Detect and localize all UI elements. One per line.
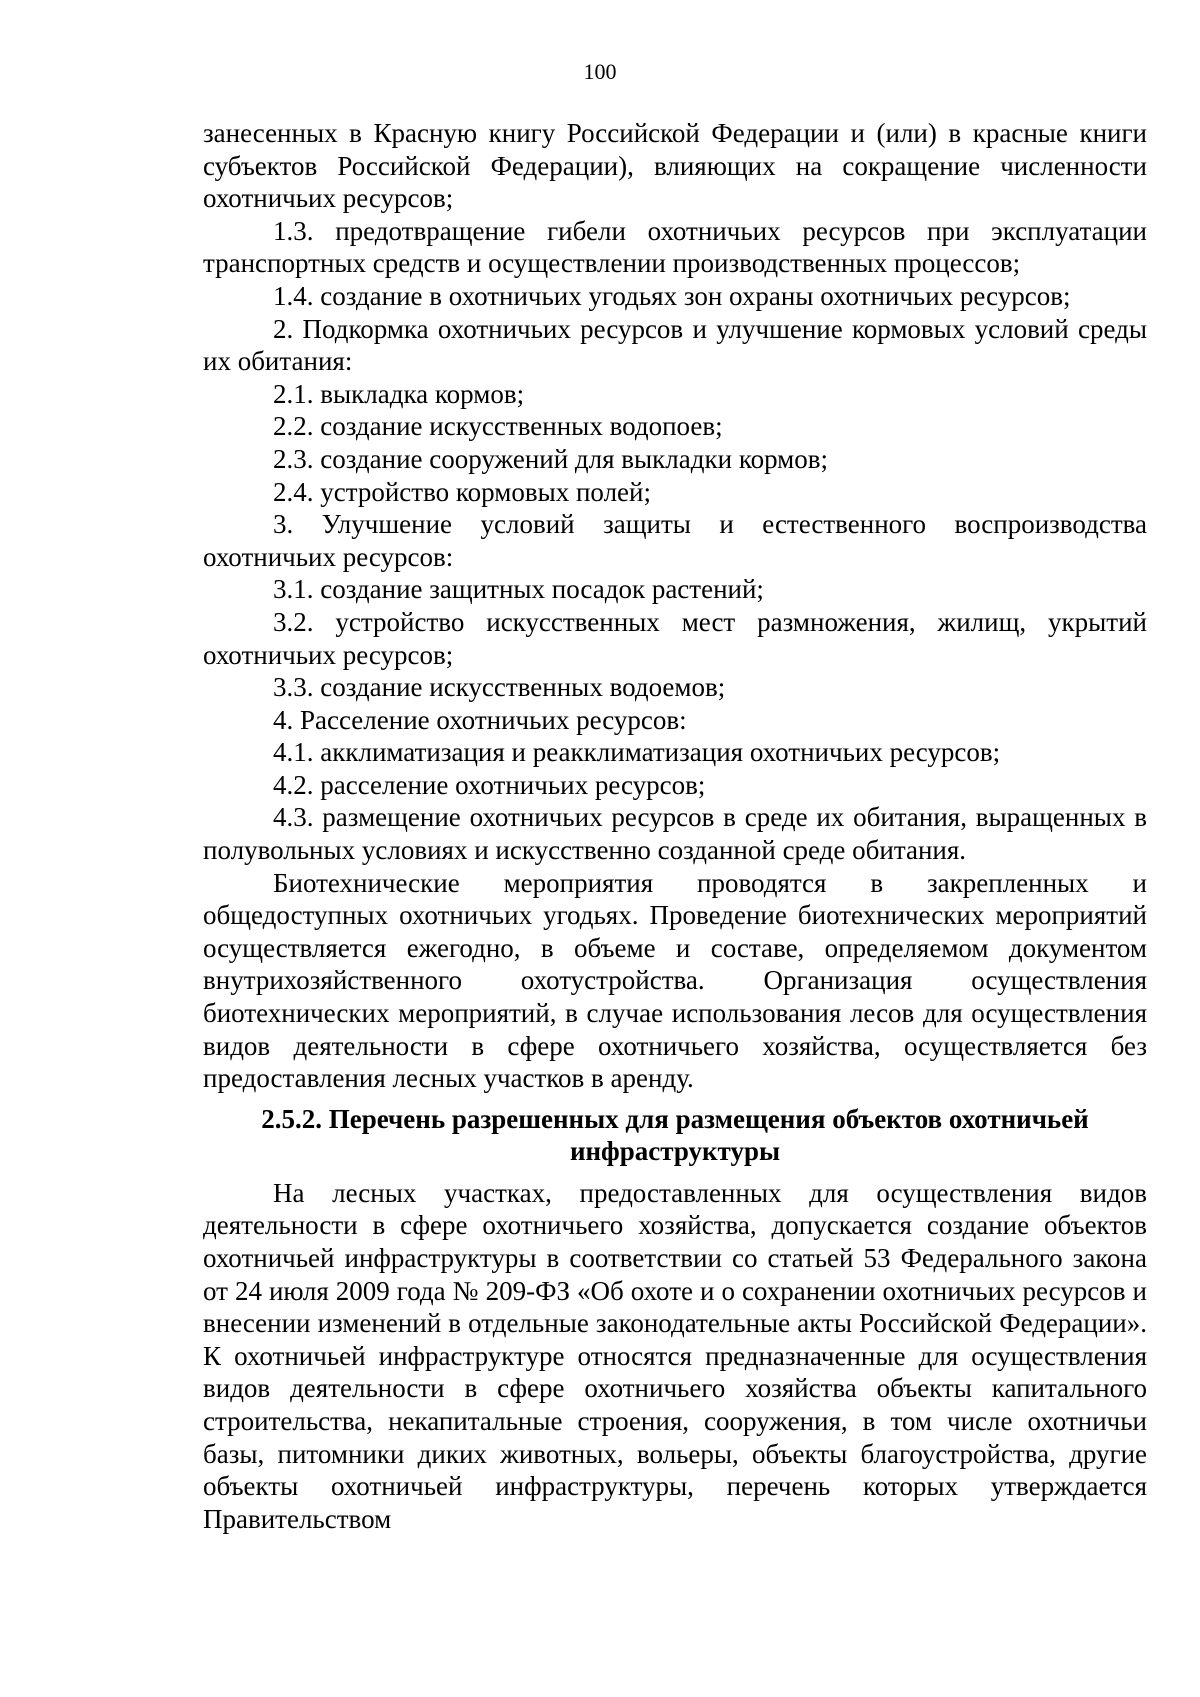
paragraph-infrastructure: На лесных участках, предоставленных для осуществления видов деятельности в сфере охотничьего хозяйства, допускается создание объектов охотничьей инфраструктуры в соответствии со статьей 53 Федерального закона от 24 июля 2009 года № 209-ФЗ «Об охоте и о сохранении охотничьих ресурсов и внесении изменений в отдельные законодательные акты Российской Федерации». К охотничьей инфраструктуре относятся предназначенные для осуществления видов деятельности в сфере охотничьего хозяйства объекты капитального строительства, некапитальные строения, сооружения, в том числе охотничьи базы, питомники диких животных, вольеры, объекты благоустройства, другие объекты охотничьей инфраструктуры, перечень которых утверждается Правительством bbox=[203, 1177, 1147, 1534]
section-heading: 2.5.2. Перечень разрешенных для размещения объектов охотничьей инфраструктуры bbox=[261, 1103, 1089, 1166]
list-item-4: 4. Расселение охотничьих ресурсов: bbox=[273, 704, 687, 735]
list-item-3-3: 3.3. создание искусственных водоемов; bbox=[273, 672, 726, 703]
list-item-2: 2. Подкормка охотничьих ресурсов и улучшение кормовых условий среды их обитания: bbox=[203, 313, 1147, 377]
list-item-1-3: 1.3. предотвращение гибели охотничьих ресурсов при эксплуатации транспортных средств и осуществлении производственных процессов; bbox=[203, 215, 1147, 279]
list-item-4-2: 4.2. расселение охотничьих ресурсов; bbox=[273, 769, 706, 800]
list-item-4-1: 4.1. акклиматизация и реакклиматизация охотничьих ресурсов; bbox=[273, 737, 1001, 768]
list-item-2-2: 2.2. создание искусственных водопоев; bbox=[273, 411, 723, 442]
document-body bbox=[203, 117, 1147, 1535]
list-item-2-4: 2.4. устройство кормовых полей; bbox=[273, 476, 651, 507]
paragraph-biotech: Биотехнические мероприятия проводятся в закрепленных и общедоступных охотничьих угодьях. Проведение биотехнических мероприятий осуществляется ежегодно, в объеме и составе, определяемом документом внутрихозяйственного охотустройства. Организация осуществления биотехнических мероприятий, в случае использования лесов для осуществления видов деятельности в сфере охотничьего хозяйства, осуществляется без предоставления лесных участков в аренду. bbox=[203, 867, 1147, 1094]
list-item-3-2: 3.2. устройство искусственных мест размножения, жилищ, укрытий охотничьих ресурсов; bbox=[203, 606, 1147, 670]
page-number: 100 bbox=[583, 59, 617, 84]
paragraph-continuation: занесенных в Красную книгу Российской Федерации и (или) в красные книги субъектов Российской Федерации), влияющих на сокращение численности охотничьих ресурсов; bbox=[203, 118, 1147, 214]
list-item-4-3: 4.3. размещение охотничьих ресурсов в среде их обитания, выращенных в полувольных условиях и искусственно созданной среде обитания. bbox=[203, 802, 1147, 866]
list-item-2-3: 2.3. создание сооружений для выкладки кормов; bbox=[273, 443, 828, 474]
list-item-2-1: 2.1. выкладка кормов; bbox=[273, 378, 525, 409]
list-item-3-1: 3.1. создание защитных посадок растений; bbox=[273, 574, 764, 605]
list-item-3: 3. Улучшение условий защиты и естественного воспроизводства охотничьих ресурсов: bbox=[203, 509, 1147, 572]
list-item-1-4: 1.4. создание в охотничьих угодьях зон охраны охотничьих ресурсов; bbox=[273, 280, 1071, 311]
